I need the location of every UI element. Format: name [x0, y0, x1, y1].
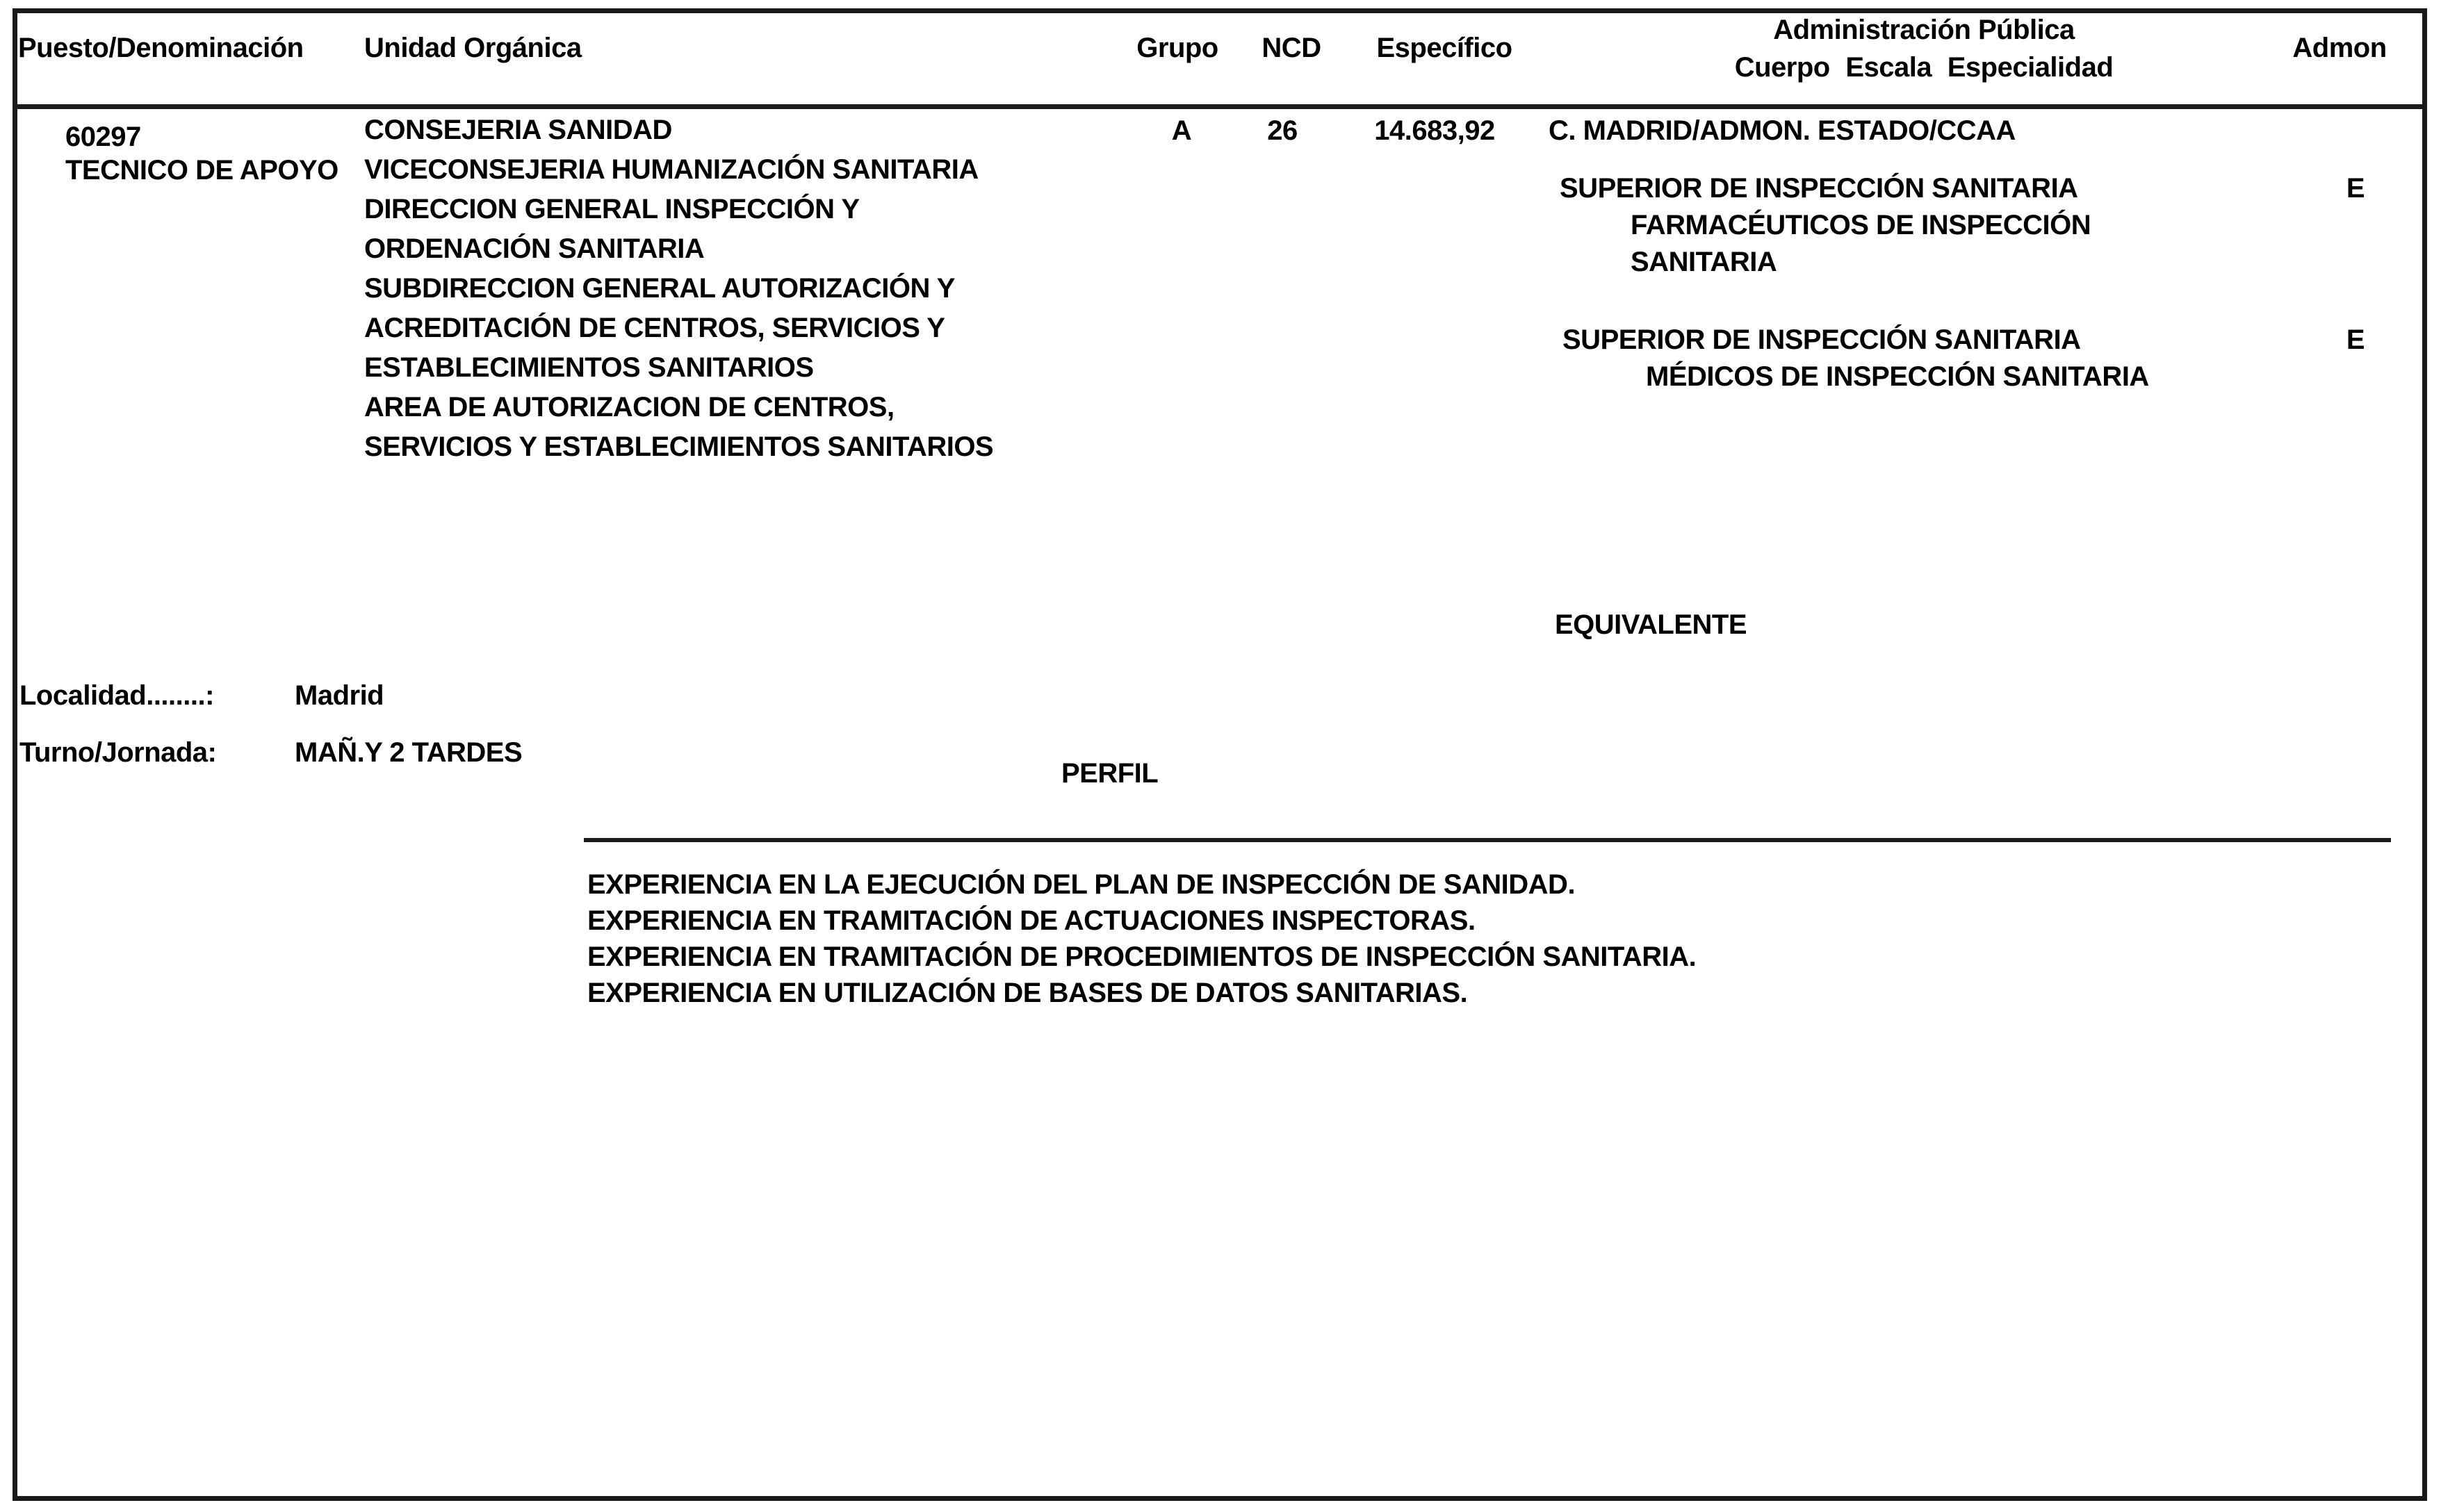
- puesto-denominacion: TECNICO DE APOYO: [65, 155, 338, 186]
- grupo-value: A: [1171, 115, 1192, 146]
- perfil-item: EXPERIENCIA EN UTILIZACIÓN DE BASES DE DATOS SANITARIAS.: [587, 978, 1468, 1008]
- unidad-organica-line: ESTABLECIMIENTOS SANITARIOS: [364, 352, 814, 383]
- cuerpo-especialidad-line: MÉDICOS DE INSPECCIÓN SANITARIA: [1646, 361, 2149, 392]
- perfil-item: EXPERIENCIA EN TRAMITACIÓN DE ACTUACIONES INSPECTORAS.: [587, 905, 1476, 936]
- administracion-publica-value: C. MADRID/ADMON. ESTADO/CCAA: [1549, 115, 2016, 146]
- col-header-admon: Admon: [2292, 33, 2387, 63]
- header-divider-line: [13, 104, 2427, 109]
- cuerpo-especialidad-line: FARMACÉUTICOS DE INSPECCIÓN: [1631, 210, 2091, 240]
- unidad-organica-line: ORDENACIÓN SANITARIA: [364, 233, 705, 264]
- localidad-value: Madrid: [295, 680, 384, 711]
- perfil-item: EXPERIENCIA EN LA EJECUCIÓN DEL PLAN DE INSPECCIÓN DE SANIDAD.: [587, 869, 1576, 900]
- turno-jornada-label: Turno/Jornada:: [19, 737, 217, 768]
- col-header-puesto: Puesto/Denominación: [18, 33, 304, 63]
- unidad-organica-line: VICECONSEJERIA HUMANIZACIÓN SANITARIA: [364, 154, 979, 185]
- turno-jornada-value: MAÑ.Y 2 TARDES: [295, 737, 523, 768]
- col-header-especifico: Específico: [1376, 33, 1512, 63]
- cuerpo-name: SUPERIOR DE INSPECCIÓN SANITARIA: [1560, 173, 2078, 204]
- especifico-value: 14.683,92: [1374, 115, 1495, 146]
- col-header-unidad: Unidad Orgánica: [364, 33, 582, 63]
- unidad-organica-line: SUBDIRECCION GENERAL AUTORIZACIÓN Y: [364, 273, 955, 304]
- puesto-id: 60297: [65, 122, 141, 152]
- ncd-value: 26: [1267, 115, 1298, 146]
- col-header-grupo: Grupo: [1136, 33, 1218, 63]
- perfil-item: EXPERIENCIA EN TRAMITACIÓN DE PROCEDIMIENTOS DE INSPECCIÓN SANITARIA.: [587, 942, 1697, 972]
- localidad-label: Localidad........:: [19, 680, 214, 711]
- col-header-administracion-publica: Administración Pública: [1773, 15, 2075, 45]
- perfil-title: PERFIL: [1061, 758, 1159, 789]
- equivalente-label: EQUIVALENTE: [1555, 609, 1747, 640]
- unidad-organica-line: ACREDITACIÓN DE CENTROS, SERVICIOS Y: [364, 313, 945, 343]
- unidad-organica-line: DIRECCION GENERAL INSPECCIÓN Y: [364, 194, 860, 224]
- cuerpo-name: SUPERIOR DE INSPECCIÓN SANITARIA: [1562, 324, 2081, 355]
- col-header-ncd: NCD: [1262, 33, 1321, 63]
- perfil-divider-line: [584, 838, 2391, 842]
- cuerpo-especialidad-line: SANITARIA: [1631, 247, 1777, 277]
- cuerpo-admon-flag: E: [2346, 324, 2365, 355]
- unidad-organica-line: AREA DE AUTORIZACION DE CENTROS,: [364, 392, 895, 422]
- unidad-organica-line: CONSEJERIA SANIDAD: [364, 115, 672, 145]
- cuerpo-admon-flag: E: [2346, 173, 2365, 204]
- col-header-cuerpo-escala-especialidad: Cuerpo Escala Especialidad: [1734, 52, 2114, 83]
- unidad-organica-line: SERVICIOS Y ESTABLECIMIENTOS SANITARIOS: [364, 432, 994, 462]
